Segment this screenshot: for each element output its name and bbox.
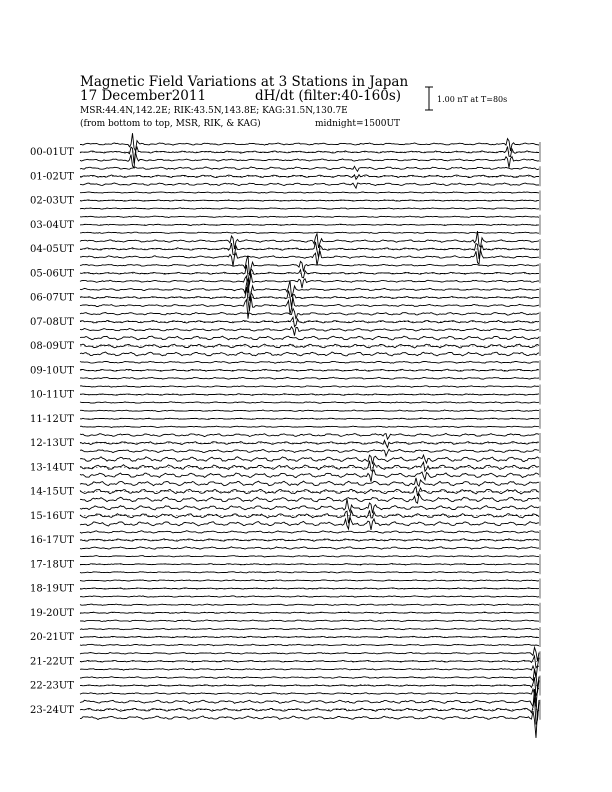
trace-MSR (80, 449, 539, 456)
trace-RIK (80, 656, 539, 668)
trace-KAG (80, 133, 539, 151)
trace-KAG (80, 231, 539, 249)
hour-row-label: 13-14UT (30, 462, 74, 474)
chart-date: 17 December2011 (80, 88, 207, 104)
trace-MSR (80, 666, 539, 678)
hour-row-label: 12-13UT (30, 438, 74, 449)
trace-RIK (80, 287, 539, 311)
trace-MSR (80, 426, 539, 427)
trace-KAG (80, 433, 539, 439)
hour-row-label: 05-06UT (30, 268, 74, 280)
hour-row-label: 01-02UT (30, 171, 74, 183)
scale-bar (425, 87, 507, 110)
hour-row-label: 03-04UT (30, 219, 74, 231)
trace-KAG (80, 256, 539, 276)
hour-row-label: 18-19UT (30, 583, 74, 595)
hour-row (30, 309, 540, 336)
hour-row (30, 191, 540, 211)
hour-row (30, 499, 540, 530)
midnight-note: midnight=1500UT (315, 119, 401, 129)
hour-row-label: 16-17UT (30, 535, 74, 546)
hour-row (30, 530, 540, 550)
hour-row-label: 21-22UT (30, 656, 74, 668)
trace-MSR (80, 232, 539, 233)
trace-MSR (80, 517, 539, 530)
hour-row-label: 00-01UT (30, 147, 74, 158)
trace-RIK (80, 461, 539, 472)
trace-RIK (80, 242, 539, 259)
trace-MSR (80, 494, 539, 503)
hour-row (30, 669, 540, 707)
trace-MSR (80, 470, 539, 482)
trace-MSR (80, 377, 539, 379)
hour-row (30, 603, 540, 623)
hour-row (30, 256, 540, 293)
trace-RIK (80, 224, 539, 225)
hour-row-label: 09-10UT (30, 365, 74, 377)
hour-row (30, 360, 540, 380)
trace-MSR (80, 327, 539, 336)
hour-row-label: 15-16UT (30, 510, 74, 522)
trace-RIK (80, 487, 539, 496)
trace-KAG (80, 580, 539, 582)
trace-MSR (80, 547, 539, 549)
trace-MSR (80, 352, 539, 356)
hour-row-label: 06-07UT (30, 292, 74, 304)
hour-row (30, 385, 540, 405)
trace-MSR (80, 689, 539, 707)
trace-RIK (80, 697, 539, 724)
hour-row-label: 10-11UT (30, 389, 74, 401)
hour-row (30, 166, 540, 188)
scale-bar-label: 1.00 nT at T=80s (437, 95, 508, 104)
hour-row-label: 14-15UT (30, 486, 74, 498)
trace-MSR (80, 152, 539, 168)
trace-RIK (80, 564, 539, 566)
trace-KAG (80, 628, 539, 630)
hour-row-label: 07-08UT (30, 316, 74, 328)
trace-KAG (80, 166, 539, 171)
trace-MSR (80, 250, 539, 266)
chart-quantity: dH/dt (filter:40-160s) (255, 88, 402, 104)
hour-row (30, 579, 540, 599)
hour-row-label: 17-18UT (30, 559, 74, 571)
trace-KAG (80, 499, 539, 513)
hour-row (30, 215, 540, 235)
trace-KAG (80, 336, 539, 340)
hour-row (30, 627, 540, 647)
trace-RIK (80, 510, 539, 523)
trace-KAG (80, 309, 539, 320)
trace-MSR (80, 644, 539, 646)
trace-KAG (80, 556, 539, 557)
hour-row (30, 231, 540, 266)
trace-order-note: (from bottom to top, MSR, RIK, & KAG) (80, 119, 261, 129)
trace-KAG (80, 192, 539, 193)
station-coordinates: MSR:44.4N,142.2E; RIK:43.5N,143.8E; KAG:31.5N,130.7E (80, 106, 348, 116)
hour-row (30, 689, 540, 738)
hour-row (30, 455, 540, 482)
trace-KAG (80, 478, 539, 487)
trace-MSR (80, 297, 539, 319)
trace-MSR (80, 620, 539, 621)
trace-RIK (80, 394, 539, 396)
trace-MSR (80, 208, 539, 209)
trace-RIK (80, 677, 539, 695)
trace-MSR (80, 402, 539, 404)
trace-KAG (80, 531, 539, 534)
trace-MSR (80, 572, 539, 574)
chart-title: Magnetic Field Variations at 3 Stations in Japan (80, 74, 409, 90)
trace-RIK (80, 175, 539, 180)
hour-row (30, 478, 540, 503)
trace-MSR (80, 710, 539, 738)
trace-KAG (80, 216, 539, 217)
hour-row-label: 11-12UT (30, 413, 74, 425)
hour-rows (30, 133, 540, 738)
hour-row-label: 04-05UT (30, 244, 74, 255)
trace-RIK (80, 588, 539, 589)
hour-row-label: 20-21UT (30, 632, 74, 643)
hour-row-label: 02-03UT (30, 195, 74, 207)
hour-row (30, 336, 540, 356)
trace-RIK (80, 200, 539, 201)
trace-KAG (80, 361, 539, 363)
hour-row (30, 409, 540, 429)
hour-row-label: 23-24UT (30, 704, 74, 716)
trace-KAG (80, 647, 539, 661)
trace-KAG (80, 604, 539, 606)
trace-KAG (80, 455, 539, 464)
hour-row (30, 554, 540, 574)
trace-MSR (80, 183, 539, 188)
trace-KAG (80, 410, 539, 412)
trace-RIK (80, 539, 539, 542)
hour-row-label: 19-20UT (30, 607, 74, 619)
hour-row-label: 08-09UT (30, 341, 74, 352)
hour-row (30, 433, 540, 456)
hour-row-label: 22-23UT (30, 680, 74, 692)
trace-MSR (80, 596, 539, 597)
hour-row (30, 647, 540, 678)
trace-RIK (80, 440, 539, 447)
hour-row (30, 133, 540, 168)
trace-KAG (80, 386, 539, 388)
